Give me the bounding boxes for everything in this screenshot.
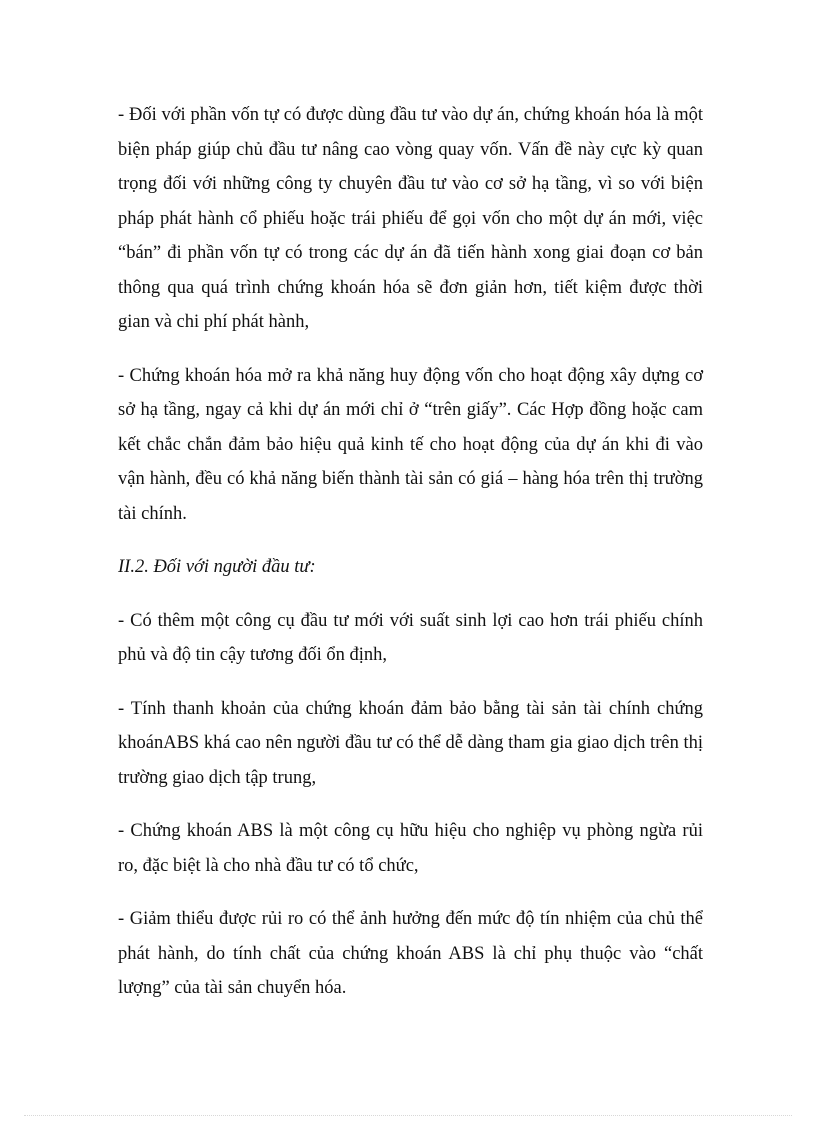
bullet-credit-risk-reduction: - Giảm thiểu được rủi ro có thể ảnh hưởng đến mức độ tín nhiệm của chủ thể phát hành, do tính chất của chứng khoán ABS là chỉ phụ thuộc vào “chất lượng” của tài sản chuyển hóa.	[118, 909, 703, 998]
bullet-new-investment-tool: - Có thêm một công cụ đầu tư mới với suất sinh lợi cao hơn trái phiếu chính phủ và độ tin cậy tương đối ổn định,	[118, 610, 703, 665]
section-heading-investors: II.2. Đối với người đầu tư:	[118, 557, 316, 577]
bullet-liquidity: - Tính thanh khoản của chứng khoán đảm bảo bằng tài sản tài chính chứng khoánABS khá cao nên người đầu tư có thể dễ dàng tham gia giao dịch trên thị trường giao dịch tập trung,	[118, 698, 703, 788]
bullet-risk-hedging: - Chứng khoán ABS là một công cụ hữu hiệu cho nghiệp vụ phòng ngừa rủi ro, đặc biệt là cho nhà đầu tư có tổ chức,	[118, 821, 703, 876]
page-bottom-divider	[24, 1115, 792, 1116]
paragraph-infrastructure-funding: - Chứng khoán hóa mở ra khả năng huy động vốn cho hoạt động xây dựng cơ sở hạ tầng, ngay cả khi dự án mới chỉ ở “trên giấy”. Các Hợp đồng hoặc cam kết chắc chắn đảm bảo hiệu quả kinh tế cho hoạt động của dự án khi đi vào vận hành, đều có khả năng biến thành tài sản có giá – hàng hóa trên thị trường tài chính.	[118, 365, 703, 524]
paragraph-equity-securitization: - Đối với phần vốn tự có được dùng đầu tư vào dự án, chứng khoán hóa là một biện pháp giúp chủ đầu tư nâng cao vòng quay vốn. Vấn đề này cực kỳ quan trọng đối với những công ty chuyên đầu tư vào cơ sở hạ tầng, vì so với biện pháp phát hành cổ phiếu hoặc trái phiếu để gọi vốn cho một dự án mới, việc “bán” đi phần vốn tự có trong các dự án đã tiến hành xong giai đoạn cơ bản thông qua quá trình chứng khoán hóa sẽ đơn giản hơn, tiết kiệm được thời gian và chi phí phát hành,	[118, 105, 703, 332]
document-body	[118, 98, 703, 1025]
